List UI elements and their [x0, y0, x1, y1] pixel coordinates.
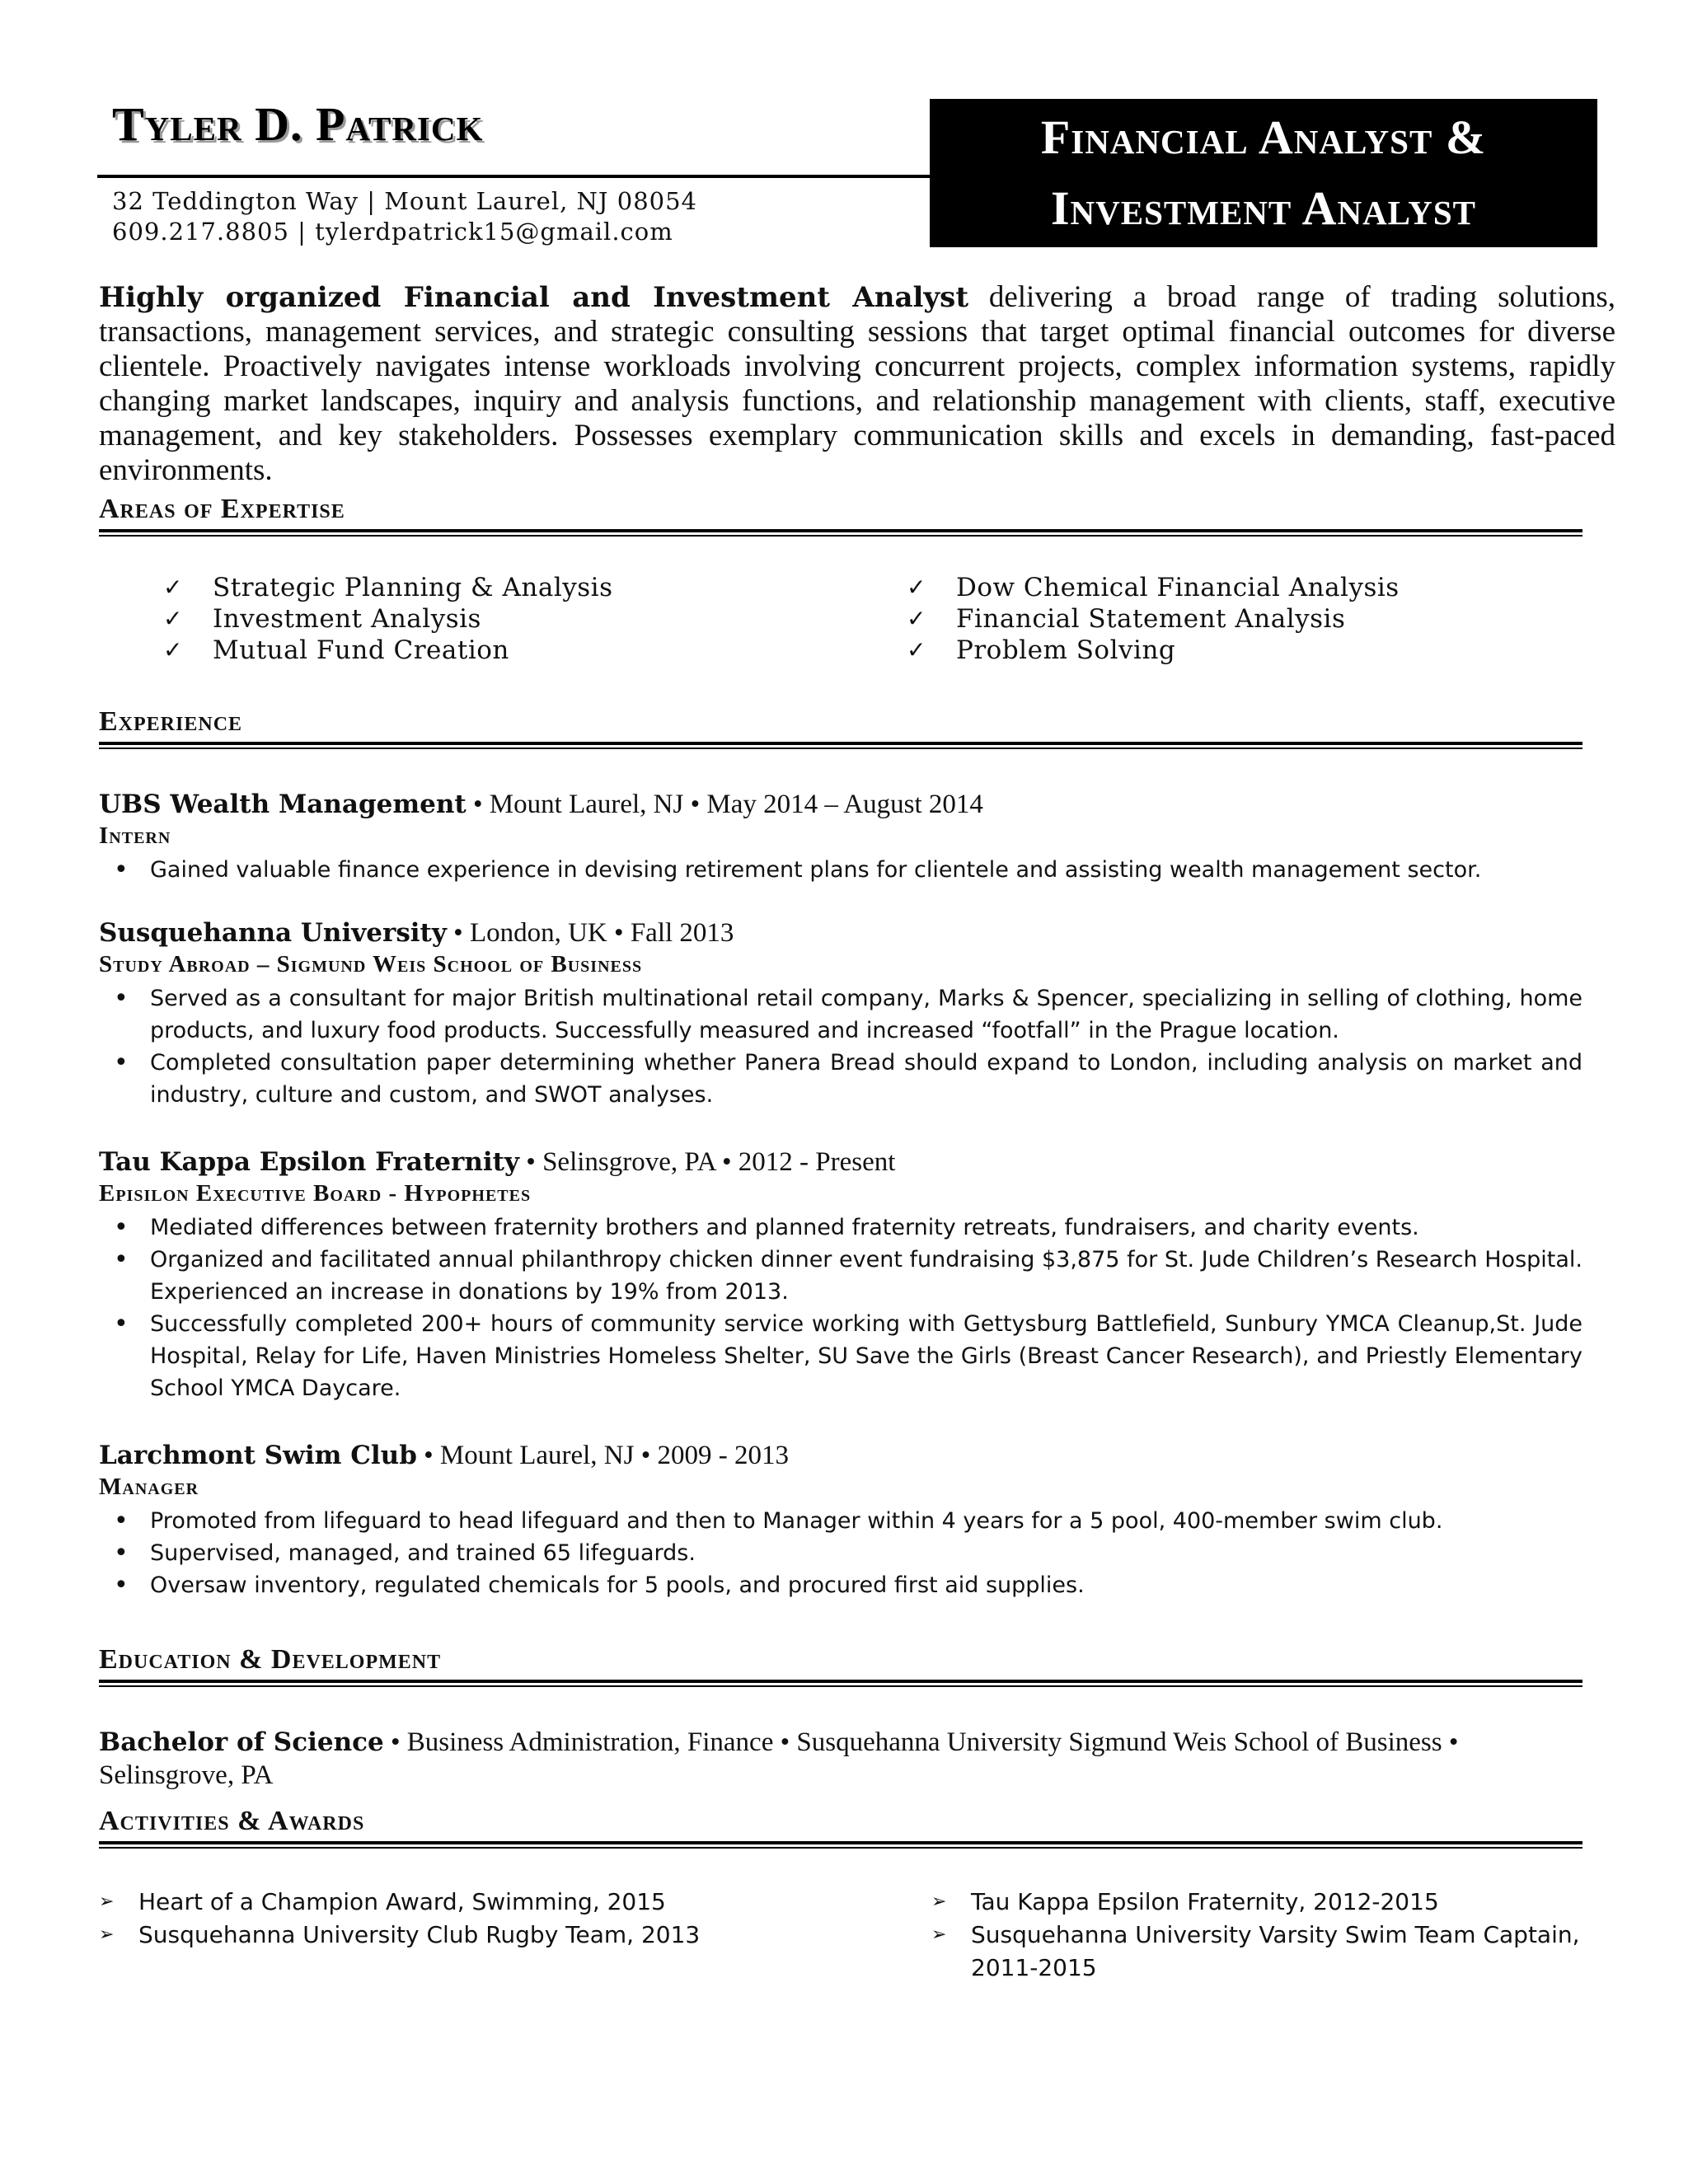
job-title-line-2: Investment Analyst	[1050, 181, 1477, 235]
job-title-banner	[930, 99, 1597, 247]
job-entry-ubs	[99, 788, 1582, 886]
employer: Susquehanna University	[99, 918, 447, 948]
list-item: • Supervised, managed, and trained 65 lifeguards.	[99, 1537, 1582, 1569]
summary-text: delivering a broad range of trading solutions, transactions, management services, and strategic consulting sessions that target optimal financial outcomes for diverse clientele. Proactively navigates intense workloads involving concurrent projects, complex information systems, rapidly changing market landscapes, inquiry and analysis functions, and relationship management with clients, staff, executive management, and key stakeholders. Possesses exemplary communication skills and excels in demanding, fast-paced environments.	[99, 280, 1615, 487]
job-title-line-1: Financial Analyst &	[1040, 110, 1487, 164]
section-rule	[99, 1680, 1582, 1683]
education-entry	[99, 1726, 1582, 1792]
address: 32 Teddington Way | Mount Laurel, NJ 08054	[112, 187, 698, 215]
job-details: • Mount Laurel, NJ • 2009 - 2013	[416, 1441, 790, 1470]
list-item: ✓ Problem Solving	[907, 635, 1176, 665]
list-item: ✓ Mutual Fund Creation	[163, 635, 509, 665]
section-rule	[99, 529, 1582, 532]
arrow-bullet-icon: ➢	[931, 1891, 947, 1912]
list-item: ✓ Dow Chemical Financial Analysis	[907, 573, 1400, 602]
section-rule-thin	[99, 1847, 1582, 1849]
list-item: ➢ Susquehanna University Club Rugby Team, 2013	[99, 1919, 841, 1952]
job-details: • Mount Laurel, NJ • May 2014 – August 2014	[466, 790, 983, 819]
activities-column-left	[99, 1886, 841, 1985]
activities-list	[99, 1886, 1582, 1985]
job-bullets	[99, 1212, 1582, 1404]
contact-info	[112, 186, 697, 247]
employer: Tau Kappa Epsilon Fraternity	[99, 1147, 520, 1177]
job-role: Manager	[99, 1474, 199, 1500]
job-bullets	[99, 982, 1582, 1111]
checkmark-icon: ✓	[163, 574, 183, 601]
list-item: ➢ Tau Kappa Epsilon Fraternity, 2012-2015	[841, 1886, 1582, 1919]
section-heading: Experience	[99, 706, 243, 737]
section-rule	[99, 742, 1582, 745]
section-rule-thin	[99, 535, 1582, 537]
employer: Larchmont Swim Club	[99, 1441, 417, 1470]
job-role: Episilon Executive Board - Hypophetes	[99, 1180, 532, 1207]
section-heading: Education & Development	[99, 1644, 442, 1675]
list-item: • Gained valuable finance experience in devising retirement plans for clientele and assisting wealth management sector.	[99, 854, 1582, 886]
phone-email: 609.217.8805 | tylerdpatrick15@gmail.com	[112, 218, 673, 246]
section-rule-thin	[99, 748, 1582, 749]
job-bullets	[99, 1505, 1582, 1601]
list-item: • Oversaw inventory, regulated chemicals for 5 pools, and procured first aid supplies.	[99, 1569, 1582, 1601]
list-item: • Mediated differences between fraternity brothers and planned fraternity retreats, fundraisers, and charity events.	[99, 1212, 1582, 1244]
candidate-name: Tyler D. Patrick	[112, 97, 484, 151]
job-details: • London, UK • Fall 2013	[446, 918, 734, 948]
list-item: ➢ Susquehanna University Varsity Swim Team Captain, 2011-2015	[841, 1919, 1582, 1985]
job-heading	[99, 1146, 1582, 1179]
expertise-column-left	[99, 572, 841, 666]
arrow-bullet-icon: ➢	[99, 1924, 115, 1945]
list-item: ✓ Strategic Planning & Analysis	[163, 573, 613, 602]
job-role: Intern	[99, 823, 171, 849]
job-heading	[99, 916, 1582, 949]
education-details: • Business Administration, Finance • Susquehanna University Sigmund Weis School of Business • Selinsgrove, PA	[99, 1727, 1459, 1790]
arrow-bullet-icon: ➢	[99, 1891, 115, 1912]
list-item: • Served as a consultant for major British multinational retail company, Marks & Spencer, specializing in selling of clothing, home products, and luxury food products. Successfully measured and increased “footfall” in the Prague location.	[99, 982, 1582, 1047]
job-entry-larchmont	[99, 1439, 1582, 1601]
arrow-bullet-icon: ➢	[931, 1924, 947, 1945]
list-item: ✓ Investment Analysis	[163, 604, 481, 634]
checkmark-icon: ✓	[907, 636, 926, 663]
job-entry-susquehanna	[99, 916, 1582, 1111]
employer: UBS Wealth Management	[99, 790, 467, 819]
job-details: • Selinsgrove, PA • 2012 - Present	[519, 1147, 896, 1177]
section-heading: Areas of Expertise	[99, 494, 345, 524]
list-item: • Successfully completed 200+ hours of community service working with Gettysburg Battlefield, Sunbury YMCA Cleanup,St. Jude Hospital, Relay for Life, Haven Ministries Homeless Shelter, SU Save the Girls (Breast Cancer Research), and Priestly Elementary School YMCA Daycare.	[99, 1308, 1582, 1404]
list-item: ➢ Heart of a Champion Award, Swimming, 2015	[99, 1886, 841, 1919]
list-item: • Completed consultation paper determining whether Panera Bread should expand to London, including analysis on market and industry, culture and custom, and SWOT analyses.	[99, 1047, 1582, 1111]
job-bullets	[99, 854, 1582, 886]
checkmark-icon: ✓	[163, 636, 183, 663]
checkmark-icon: ✓	[907, 605, 926, 632]
list-item: ✓ Financial Statement Analysis	[907, 604, 1346, 634]
section-education	[99, 1643, 1582, 1687]
list-item: • Organized and facilitated annual philanthropy chicken dinner event fundraising $3,875 for St. Jude Children’s Research Hospital. Experienced an increase in donations by 19% from 2013.	[99, 1244, 1582, 1308]
section-activities	[99, 1805, 1582, 1849]
list-item: • Promoted from lifeguard to head lifeguard and then to Manager within 4 years for a 5 pool, 400-member swim club.	[99, 1505, 1582, 1537]
job-role: Study Abroad – Sigmund Weis School of Business	[99, 951, 643, 977]
section-rule-thin	[99, 1685, 1582, 1687]
degree: Bachelor of Science	[99, 1727, 384, 1757]
job-entry-tke	[99, 1146, 1582, 1404]
expertise-column-right	[841, 572, 1582, 666]
section-rule	[99, 1841, 1582, 1844]
checkmark-icon: ✓	[163, 605, 183, 632]
professional-summary	[99, 280, 1615, 488]
job-heading	[99, 1439, 1582, 1472]
expertise-list	[99, 572, 1582, 666]
job-heading	[99, 788, 1582, 821]
summary-lead: Highly organized Financial and Investment Analyst	[99, 281, 969, 314]
activities-column-right	[841, 1886, 1582, 1985]
section-experience	[99, 705, 1582, 749]
section-expertise	[99, 493, 1582, 537]
section-heading: Activities & Awards	[99, 1806, 365, 1836]
checkmark-icon: ✓	[907, 574, 926, 601]
name-divider	[97, 175, 930, 178]
